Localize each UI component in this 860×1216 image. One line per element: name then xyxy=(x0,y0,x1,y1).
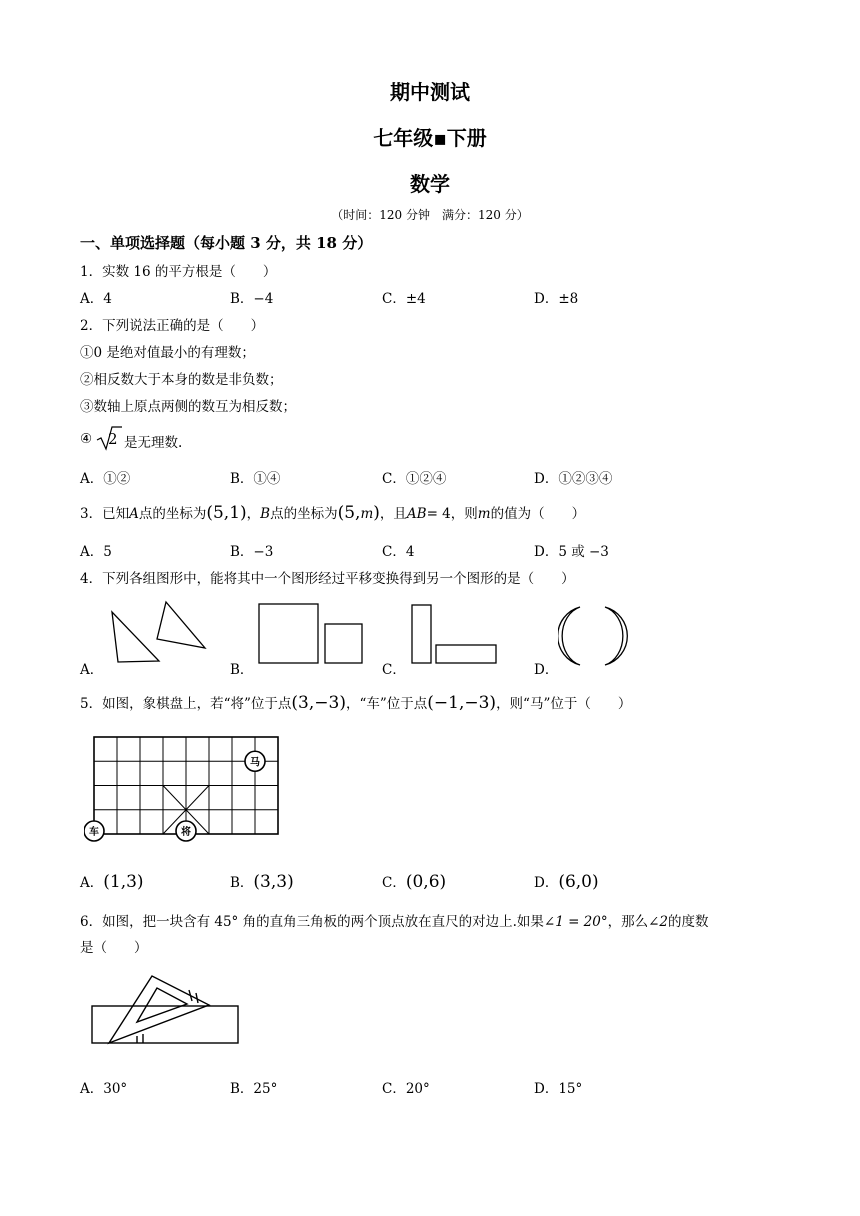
q6-stem-line2: 是（ ） xyxy=(80,940,148,956)
q4-option-b: B． xyxy=(230,662,254,678)
svg-text:车: 车 xyxy=(89,827,99,838)
q2-statement-4-marker: ④ xyxy=(80,431,93,447)
q5-option-c: C．(0,6) xyxy=(382,872,447,892)
grade-label: 七年级▪下册 xyxy=(373,126,487,150)
q6-option-c: C．20° xyxy=(382,1081,430,1097)
q1-option-b: B．−4 xyxy=(230,291,274,307)
q2-option-a: A．①② xyxy=(80,471,131,487)
crescents-figure xyxy=(558,604,640,668)
q3-option-c: C．4 xyxy=(382,544,415,560)
q2-option-d: D．①②③④ xyxy=(534,471,613,487)
ruler-triangle-figure xyxy=(86,970,246,1052)
q2-statement-4-text: 是无理数. xyxy=(124,435,183,451)
q3-stem: 3．已知A点的坐标为(5,1)，B点的坐标为(5,m)，且AB= 4，则m的值为（ ） xyxy=(80,503,586,523)
q1-option-a: A．4 xyxy=(80,291,112,307)
q3-option-a: A．5 xyxy=(80,544,112,560)
q4-option-a: A． xyxy=(80,662,104,678)
ma-piece xyxy=(245,751,265,771)
q6-option-d: D．15° xyxy=(534,1081,583,1097)
subject-label: 数学 xyxy=(410,172,450,196)
jiang-piece xyxy=(176,821,196,841)
q2-statement-3: ③数轴上原点两侧的数互为相反数； xyxy=(80,399,296,415)
q5-option-b: B．(3,3) xyxy=(230,872,294,892)
q2-statement-2: ②相反数大于本身的数是非负数； xyxy=(80,372,283,388)
squares-figure xyxy=(255,600,370,668)
q2-option-b: B．①④ xyxy=(230,471,281,487)
q2-statement-1: ①0 是绝对值最小的有理数； xyxy=(80,345,255,361)
sqrt-radicand: 2 xyxy=(108,430,118,448)
chessboard-figure xyxy=(84,733,284,845)
q1-option-c: C．±4 xyxy=(382,291,426,307)
q5-stem: 5．如图，象棋盘上，若“将”位于点(3,−3)，“车”位于点(−1,−3)，则“马”位于（ ） xyxy=(80,693,632,713)
q2-option-c: C．①②④ xyxy=(382,471,447,487)
q4-option-d: D． xyxy=(534,662,559,678)
che-piece xyxy=(84,821,104,841)
q4-stem: 4．下列各组图形中，能将其中一个图形经过平移变换得到另一个图形的是（ ） xyxy=(80,571,575,587)
q6-stem-line1: 6．如图，把一块含有 45° 角的直角三角板的两个顶点放在直尺的对边上.如果∠1 = 20°，那么∠2的度数 xyxy=(80,914,709,930)
exam-info: （时间：120 分钟 满分：120 分） xyxy=(331,208,529,222)
section-heading: 一、单项选择题（每小题 3 分，共 18 分） xyxy=(80,234,373,252)
q3-option-d: D．5 或 −3 xyxy=(534,544,609,560)
triangles-figure xyxy=(100,598,220,668)
q6-option-a: A．30° xyxy=(80,1081,128,1097)
q4-option-c: C． xyxy=(382,662,406,678)
q1-option-d: D．±8 xyxy=(534,291,579,307)
q5-option-a: A．(1,3) xyxy=(80,872,144,892)
rectangles-figure xyxy=(405,600,505,668)
q3-option-b: B．−3 xyxy=(230,544,274,560)
q5-option-d: D．(6,0) xyxy=(534,872,599,892)
svg-text:马: 马 xyxy=(250,757,260,769)
q6-option-b: B．25° xyxy=(230,1081,278,1097)
svg-text:将: 将 xyxy=(181,827,191,838)
q2-stem: 2．下列说法正确的是（ ） xyxy=(80,318,265,334)
exam-title: 期中测试 xyxy=(390,80,470,104)
q1-stem: 1．实数 16 的平方根是（ ） xyxy=(80,264,277,280)
